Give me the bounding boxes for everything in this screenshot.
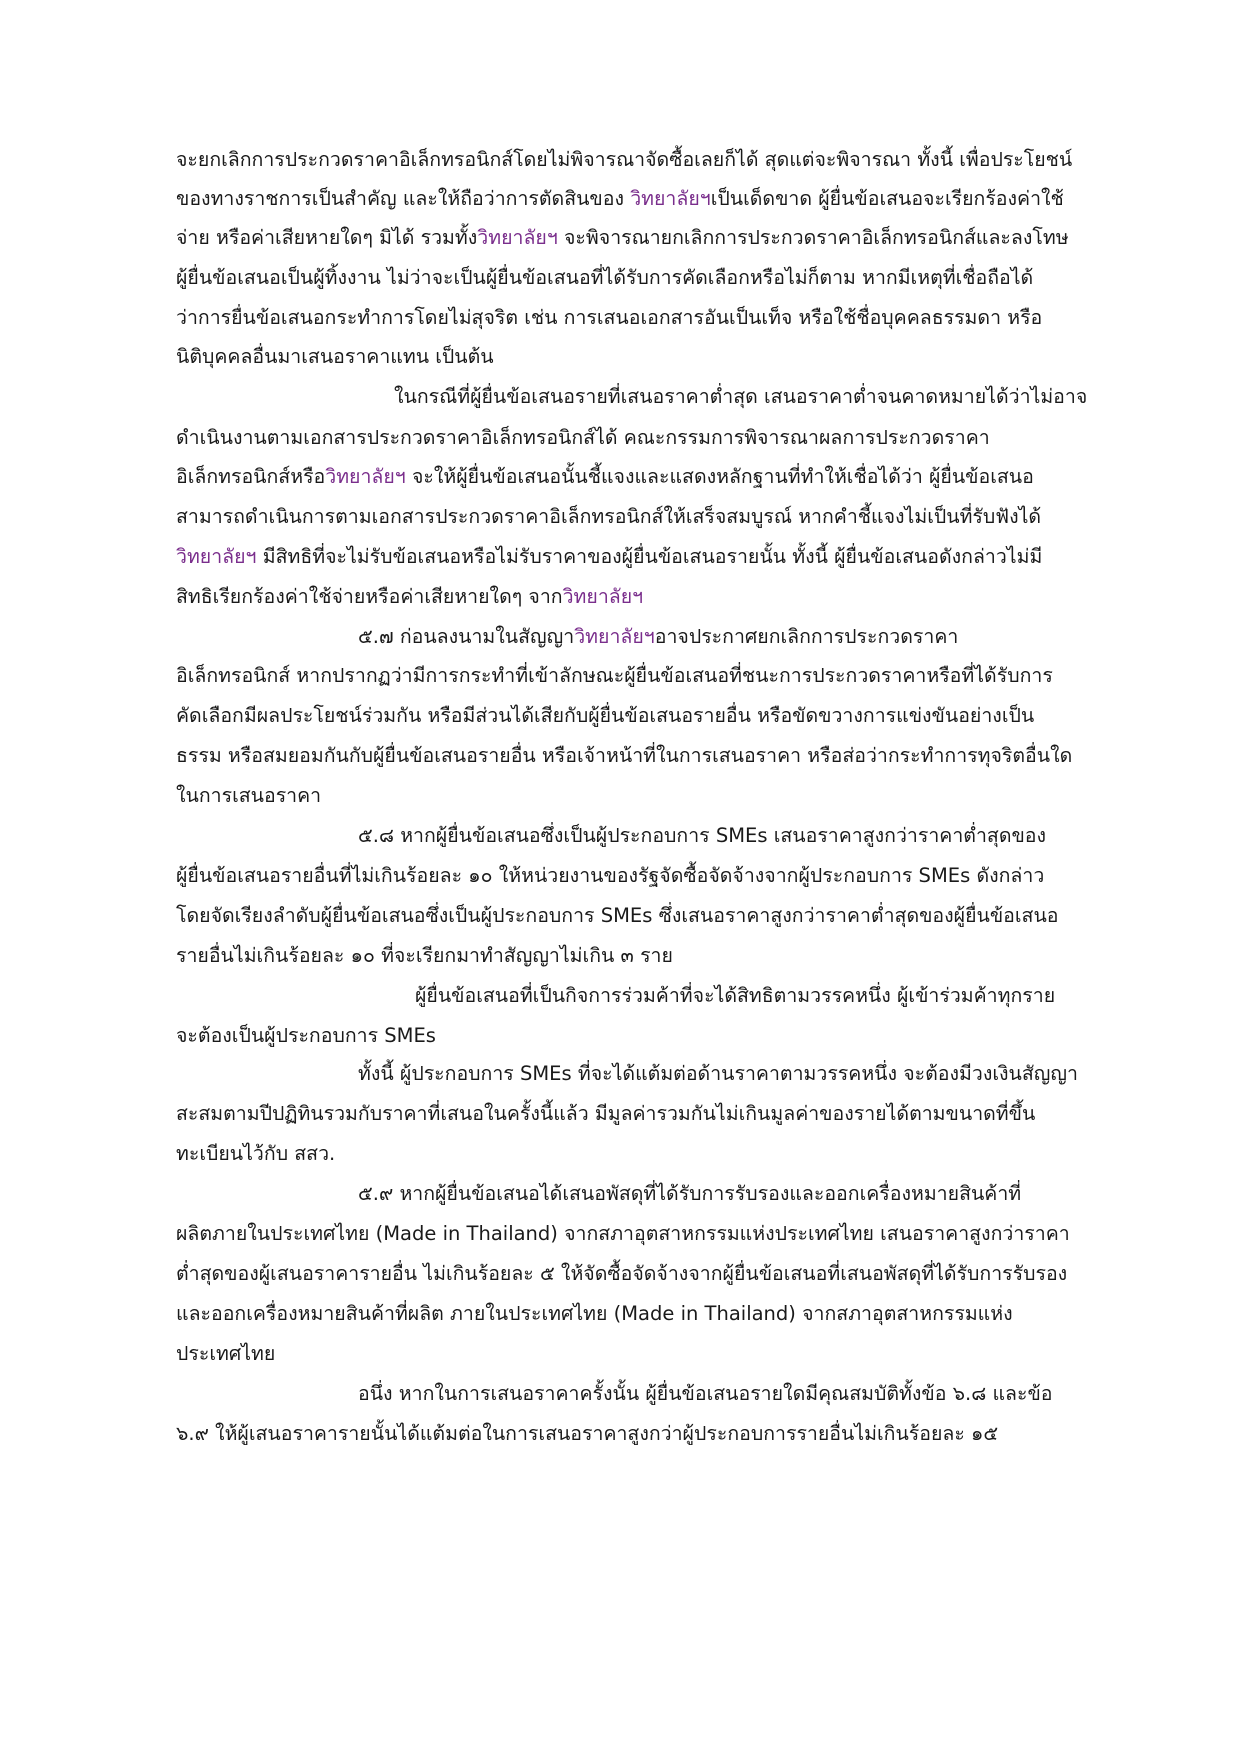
text-line bbox=[415, 976, 1116, 1016]
text-line bbox=[176, 896, 1116, 936]
text-segment: จะยกเลิกการประกวดราคาอิเล็กทรอนิกส์โดยไม่พิจารณาจัดซื้อเลยก็ได้ สุดแต่จะพิจารณา ทั้งนี้ เพื่อประโยชน์ bbox=[176, 148, 1073, 171]
text-line bbox=[176, 1094, 1116, 1134]
text-line bbox=[176, 696, 1116, 736]
highlighted-term: วิทยาลัยฯ bbox=[325, 465, 406, 488]
text-segment: ผู้ยื่นข้อเสนอเป็นผู้ทิ้งงาน ไม่ว่าจะเป็นผู้ยื่นข้อเสนอที่ได้รับการคัดเลือกหรือไม่ก็ตาม หากมีเหตุที่เชื่อถือได้ bbox=[176, 266, 1034, 289]
highlighted-term: วิทยาลัยฯ bbox=[574, 625, 655, 648]
text-line bbox=[176, 776, 1116, 816]
text-segment: ๕.๙ หากผู้ยื่นข้อเสนอได้เสนอพัสดุที่ได้รับการรับรองและออกเครื่องหมายสินค้าที่ bbox=[358, 1182, 1022, 1205]
text-line bbox=[176, 1134, 1116, 1174]
text-segment: มีสิทธิที่จะไม่รับข้อเสนอหรือไม่รับราคาของผู้ยื่นข้อเสนอรายนั้น ทั้งนี้ ผู้ยื่นข้อเสนอดังกล่าวไม่มี bbox=[256, 545, 1043, 568]
text-segment: อนึ่ง หากในการเสนอราคาครั้งนั้น ผู้ยื่นข้อเสนอรายใดมีคุณสมบัติทั้งข้อ ๖.๘ และข้อ bbox=[358, 1382, 1053, 1405]
text-line bbox=[176, 1294, 1116, 1334]
text-segment: สิทธิเรียกร้องค่าใช้จ่ายหรือค่าเสียหายใดๆ จาก bbox=[176, 585, 563, 608]
text-line bbox=[176, 457, 1116, 497]
text-line bbox=[358, 816, 1116, 856]
text-segment: อิเล็กทรอนิกส์ หากปรากฏว่ามีการกระทำที่เข้าลักษณะผู้ยื่นข้อเสนอที่ชนะการประกวดราคาหรือที่ได้รับการ bbox=[176, 664, 1053, 687]
text-segment: ต่ำสุดของผู้เสนอราคารายอื่น ไม่เกินร้อยละ ๕ ให้จัดซื้อจัดจ้างจากผู้ยื่นข้อเสนอที่เสนอพัสดุที่ได้รับการรับรอง bbox=[176, 1262, 1068, 1285]
text-segment: โดยจัดเรียงลำดับผู้ยื่นข้อเสนอซึ่งเป็นผู้ประกอบการ SMEs ซึ่งเสนอราคาสูงกว่าราคาต่ำสุดของผู้ยื่นข้อเสนอ bbox=[176, 904, 1059, 927]
text-line bbox=[176, 1254, 1116, 1294]
text-line bbox=[176, 656, 1116, 696]
text-segment: ของทางราชการเป็นสำคัญ และให้ถือว่าการตัดสินของ bbox=[176, 187, 631, 210]
text-line bbox=[358, 1174, 1116, 1214]
text-segment: เป็นเด็ดขาด ผู้ยื่นข้อเสนอจะเรียกร้องค่าใช้ bbox=[710, 187, 1064, 210]
text-line bbox=[394, 377, 1116, 417]
text-segment: จะพิจารณายกเลิกการประกวดราคาอิเล็กทรอนิกส์และลงโทษ bbox=[557, 226, 1069, 249]
highlighted-term: วิทยาลัยฯ bbox=[176, 545, 257, 568]
text-segment: และออกเครื่องหมายสินค้าที่ผลิต ภายในประเทศไทย (Made in Thailand) จากสภาอุตสาหกรรมแห่ง bbox=[176, 1302, 1013, 1325]
text-line bbox=[358, 1054, 1116, 1094]
text-segment: ว่าการยื่นข้อเสนอกระทำการโดยไม่สุจริต เช่น การเสนอเอกสารอันเป็นเท็จ หรือใช้ชื่อบุคคลธรรมดา หรือ bbox=[176, 306, 1043, 329]
text-segment: จะให้ผู้ยื่นข้อเสนอนั้นชี้แจงและแสดงหลักฐานที่ทำให้เชื่อได้ว่า ผู้ยื่นข้อเสนอ bbox=[405, 465, 1034, 488]
text-segment: จ่าย หรือค่าเสียหายใดๆ มิได้ รวมทั้ง bbox=[176, 226, 478, 249]
text-segment: ในการเสนอราคา bbox=[176, 784, 322, 807]
text-line bbox=[176, 1016, 1116, 1056]
text-segment: ทั้งนี้ ผู้ประกอบการ SMEs ที่จะได้แต้มต่อด้านราคาตามวรรคหนึ่ง จะต้องมีวงเงินสัญญา bbox=[358, 1062, 1078, 1085]
text-segment: ทะเบียนไว้กับ สสว. bbox=[176, 1142, 336, 1165]
text-line bbox=[176, 140, 1116, 180]
text-segment: ๖.๙ ให้ผู้เสนอราคารายนั้นได้แต้มต่อในการเสนอราคาสูงกว่าผู้ประกอบการรายอื่นไม่เกินร้อยละ ๑๕ bbox=[176, 1422, 999, 1445]
text-line bbox=[358, 1374, 1116, 1414]
text-segment: นิติบุคคลอื่นมาเสนอราคาแทน เป็นต้น bbox=[176, 345, 494, 368]
text-line bbox=[176, 736, 1116, 776]
text-line bbox=[176, 418, 1116, 458]
text-line bbox=[176, 179, 1116, 219]
text-line bbox=[176, 298, 1116, 338]
text-line bbox=[176, 537, 1116, 577]
text-segment: จะต้องเป็นผู้ประกอบการ SMEs bbox=[176, 1024, 436, 1047]
text-line bbox=[176, 1414, 1116, 1454]
highlighted-term: วิทยาลัยฯ bbox=[562, 585, 644, 608]
text-segment: รายอื่นไม่เกินร้อยละ ๑๐ ที่จะเรียกมาทำสัญญาไม่เกิน ๓ ราย bbox=[176, 944, 673, 967]
text-line bbox=[176, 1214, 1116, 1254]
text-line bbox=[176, 1334, 1116, 1374]
text-segment: อิเล็กทรอนิกส์หรือ bbox=[176, 465, 326, 488]
text-segment: ผู้ยื่นข้อเสนอที่เป็นกิจการร่วมค้าที่จะได้สิทธิตามวรรคหนึ่ง ผู้เข้าร่วมค้าทุกราย bbox=[415, 984, 1056, 1007]
text-line bbox=[176, 337, 1116, 377]
text-segment: ผลิตภายในประเทศไทย (Made in Thailand) จากสภาอุตสาหกรรมแห่งประเทศไทย เสนอราคาสูงกว่าราคา bbox=[176, 1222, 1070, 1245]
text-line bbox=[176, 856, 1116, 896]
text-line bbox=[176, 497, 1116, 537]
highlighted-term: วิทยาลัยฯ bbox=[477, 226, 558, 249]
text-segment: สะสมตามปีปฏิทินรวมกับราคาที่เสนอในครั้งนี้แล้ว มีมูลค่ารวมกันไม่เกินมูลค่าของรายได้ตามขนาดที่ขึ้น bbox=[176, 1102, 1036, 1125]
text-segment: ธรรม หรือสมยอมกันกับผู้ยื่นข้อเสนอรายอื่น หรือเจ้าหน้าที่ในการเสนอราคา หรือส่อว่ากระทำการทุจริตอื่นใด bbox=[176, 744, 1073, 767]
text-segment: อาจประกาศยกเลิกการประกวดราคา bbox=[654, 625, 959, 648]
text-line bbox=[176, 258, 1116, 298]
text-segment: ดำเนินงานตามเอกสารประกวดราคาอิเล็กทรอนิกส์ได้ คณะกรรมการพิจารณาผลการประกวดราคา bbox=[176, 426, 990, 449]
text-segment: ๕.๗ ก่อนลงนามในสัญญา bbox=[358, 625, 575, 648]
text-segment: ผู้ยื่นข้อเสนอรายอื่นที่ไม่เกินร้อยละ ๑๐ ให้หน่วยงานของรัฐจัดซื้อจัดจ้างจากผู้ประกอบการ SMEs ดังกล่าว bbox=[176, 864, 1045, 887]
text-line bbox=[176, 577, 1116, 617]
highlighted-term: วิทยาลัยฯ bbox=[630, 187, 711, 210]
text-segment: ในกรณีที่ผู้ยื่นข้อเสนอรายที่เสนอราคาต่ำสุด เสนอราคาต่ำจนคาดหมายได้ว่าไม่อาจ bbox=[394, 385, 1088, 408]
text-line bbox=[358, 617, 1116, 657]
text-line bbox=[176, 936, 1116, 976]
text-segment: สามารถดำเนินการตามเอกสารประกวดราคาอิเล็กทรอนิกส์ให้เสร็จสมบูรณ์ หากคำชี้แจงไม่เป็นที่รับฟังได้ bbox=[176, 505, 1042, 528]
text-line bbox=[176, 218, 1116, 258]
text-segment: ๕.๘ หากผู้ยื่นข้อเสนอซึ่งเป็นผู้ประกอบการ SMEs เสนอราคาสูงกว่าราคาต่ำสุดของ bbox=[358, 824, 1047, 847]
text-segment: คัดเลือกมีผลประโยชน์ร่วมกัน หรือมีส่วนได้เสียกับผู้ยื่นข้อเสนอรายอื่น หรือขัดขวางการแข่งขันอย่างเป็น bbox=[176, 704, 1035, 727]
text-segment: ประเทศไทย bbox=[176, 1342, 276, 1365]
